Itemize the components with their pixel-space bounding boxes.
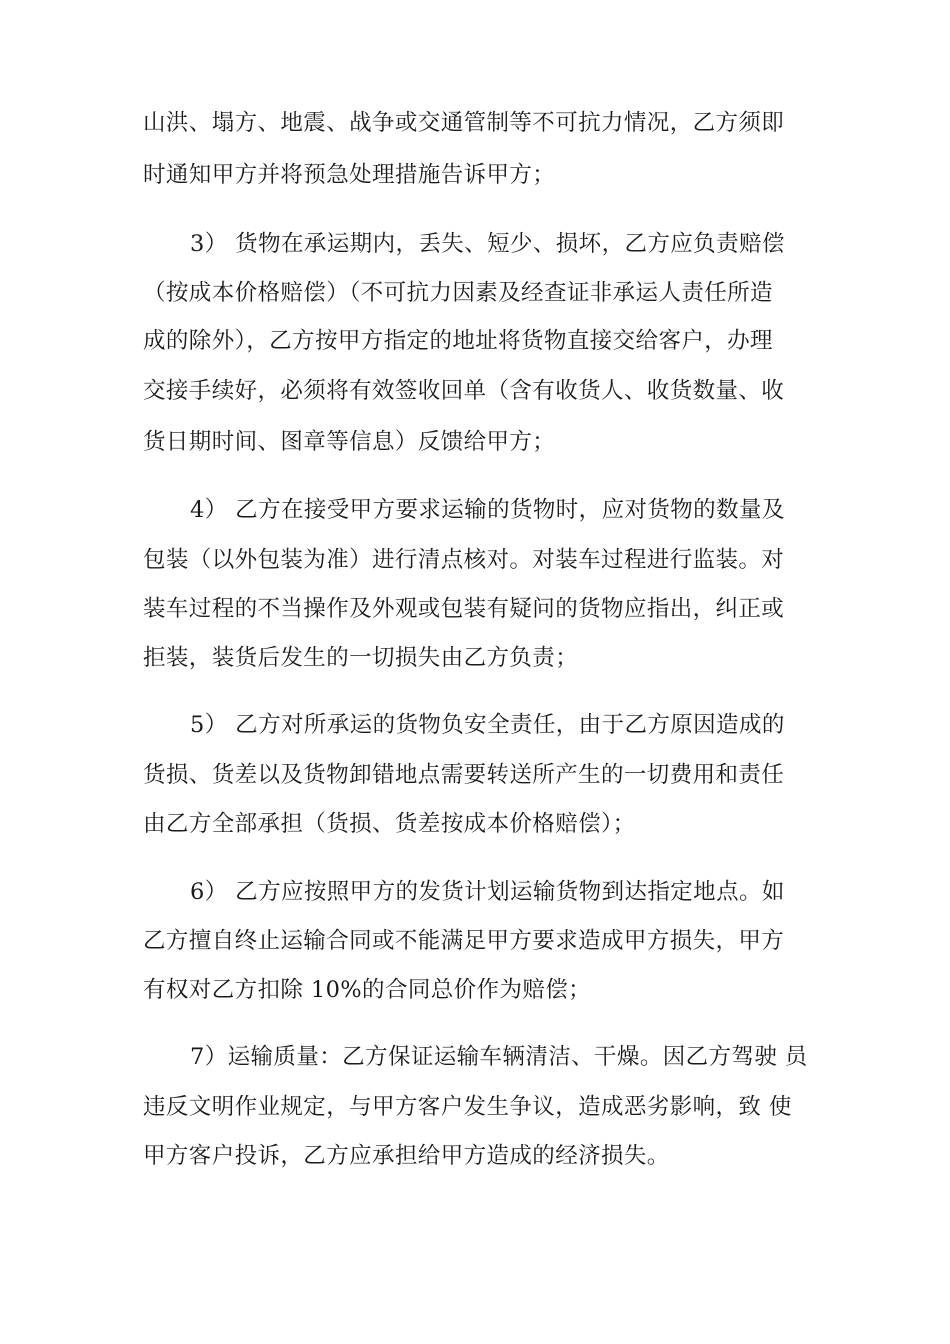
text-line: 甲方客户投诉，乙方应承担给甲方造成的经济损失。 (143, 1143, 670, 1169)
text-line: 拒装，装货后发生的一切损失由乙方负责； (143, 645, 579, 671)
text-line: 包装（以外包装为准）进行清点核对。对装车过程进行监装。对 (143, 547, 785, 573)
text-line: 成的除外），乙方按甲方指定的地址将货物直接交给客户，办理 (143, 328, 773, 354)
text-line: 交接手续好，必须将有效签收回单（含有收货人、收货数量、收 (143, 378, 785, 404)
paragraph-7-first-line: 7）运输质量：乙方保证运输车辆清洁、干燥。因乙方驾驶 员 (190, 1044, 808, 1070)
paragraph-4-first-line: 4） 乙方在接受甲方要求运输的货物时，应对货物的数量及 (190, 497, 785, 523)
text-line: 货损、货差以及货物卸错地点需要转送所产生的一切费用和责任 (143, 762, 785, 788)
paragraph-6-first-line: 6） 乙方应按照甲方的发货计划运输货物到达指定地点。如 (190, 879, 785, 905)
text-line: 有权对乙方扣除 10%的合同总价作为赔偿； (143, 977, 592, 1003)
text-line: 装车过程的不当操作及外观或包装有疑问的货物应指出，纠正或 (143, 596, 785, 622)
text-line: 违反文明作业规定，与甲方客户发生争议，造成恶劣影响，致 使 (143, 1094, 792, 1120)
text-line: 乙方擅自终止运输合同或不能满足甲方要求造成甲方损失，甲方 (143, 928, 785, 954)
text-line: 由乙方全部承担（货损、货差按成本价格赔偿）； (143, 811, 636, 837)
text-line: 货日期时间、图章等信息）反馈给甲方； (143, 429, 556, 455)
text-line: （按成本价格赔偿）（不可抗力因素及经查证非承运人责任所造 (143, 280, 773, 306)
text-line: 时通知甲方并将预急处理措施告诉甲方； (143, 162, 556, 188)
paragraph-3-first-line: 3） 货物在承运期内，丢失、短少、损坏，乙方应负责赔偿 (190, 231, 785, 257)
text-line: 山洪、塌方、地震、战争或交通管制等不可抗力情况，乙方须即 (143, 110, 785, 136)
paragraph-5-first-line: 5） 乙方对所承运的货物负安全责任，由于乙方原因造成的 (190, 712, 785, 738)
